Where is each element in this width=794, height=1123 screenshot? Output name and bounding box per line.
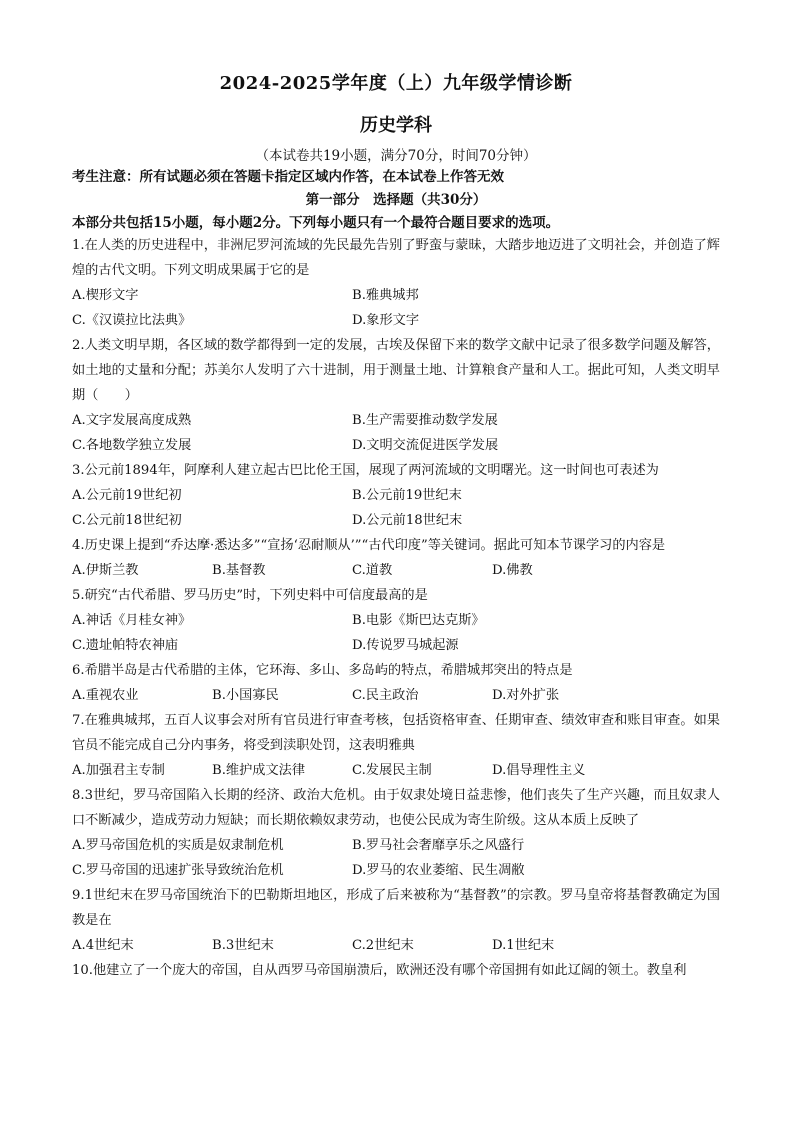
section-instruction: 本部分共包括15小题，每小题2分。下列每小题只有一个最符合题目要求的选项。 bbox=[72, 215, 560, 231]
option-a: A.4世纪末 bbox=[72, 938, 134, 953]
option-a: A.加强君主专制 bbox=[72, 763, 165, 778]
option-c: C.民主政治 bbox=[352, 688, 419, 703]
option-a: A.重视农业 bbox=[72, 688, 139, 703]
question-options bbox=[72, 283, 720, 333]
option-a: A.文字发展高度成熟 bbox=[72, 413, 192, 428]
option-c: C.道教 bbox=[352, 563, 393, 578]
option-c: C.发展民主制 bbox=[352, 763, 432, 778]
option-b: B.生产需要推动数学发展 bbox=[352, 413, 498, 428]
option-c: C.遗址帕特农神庙 bbox=[72, 638, 179, 653]
question-stem: 8.3世纪，罗马帝国陷入长期的经济、政治大危机。由于奴隶处境日益悲惨，他们丧失了生产兴趣，而且奴隶人口不断减少，造成劳动力短缺；而长期依赖奴隶劳动，也使公民成为寄生阶级。这从本质上反映了 bbox=[72, 788, 720, 828]
question-stem: 5.研究“古代希腊、罗马历史”时，下列史料中可信度最高的是 bbox=[72, 588, 428, 603]
option-d: D.罗马的农业萎缩、民生凋敝 bbox=[352, 863, 525, 878]
option-b: B.公元前19世纪末 bbox=[352, 488, 462, 503]
option-a: A.罗马帝国危机的实质是奴隶制危机 bbox=[72, 838, 284, 853]
option-b: B.电影《斯巴达克斯》 bbox=[352, 613, 485, 628]
exam-page bbox=[72, 60, 720, 983]
option-d: D.倡导理性主义 bbox=[492, 763, 586, 778]
option-d: D.公元前18世纪末 bbox=[352, 513, 463, 528]
question-options bbox=[72, 608, 720, 658]
option-b: B.基督教 bbox=[212, 563, 266, 578]
option-b: B.雅典城邦 bbox=[352, 288, 419, 303]
option-c: C.《汉谟拉比法典》 bbox=[72, 313, 192, 328]
caution-notice: 考生注意：所有试题必须在答题卡指定区域内作答，在本试卷上作答无效 bbox=[72, 169, 504, 185]
option-b: B.小国寡民 bbox=[212, 688, 279, 703]
option-c: C.2世纪末 bbox=[352, 938, 414, 953]
option-d: D.传说罗马城起源 bbox=[352, 638, 459, 653]
question-stem: 2.人类文明早期，各区域的数学都得到一定的发展，古埃及保留下来的数学文献中记录了很多数学问题及解答，如土地的丈量和分配；苏美尔人发明了六十进制，用于测量土地、计算粮食产量和人工。据此可知，人类文明早期（ ） bbox=[72, 338, 720, 403]
exam-note: （本试卷共19小题，满分70分，时间70分钟） bbox=[255, 148, 537, 164]
option-a: A.公元前19世纪初 bbox=[72, 488, 182, 503]
question-options bbox=[72, 933, 720, 958]
question-stem: 4.历史课上提到“乔达摩·悉达多”“宣扬‘忍耐顺从’”“古代印度”等关键词。据此可知本节课学习的内容是 bbox=[72, 538, 666, 553]
question-options bbox=[72, 408, 720, 458]
option-d: D.文明交流促进医学发展 bbox=[352, 438, 499, 453]
option-a: A.楔形文字 bbox=[72, 288, 139, 303]
option-d: D.对外扩张 bbox=[492, 688, 560, 703]
subject-title: 历史学科 bbox=[360, 115, 432, 136]
option-a: A.伊斯兰教 bbox=[72, 563, 139, 578]
question-stem: 6.希腊半岛是古代希腊的主体，它环海、多山、多岛屿的特点，希腊城邦突出的特点是 bbox=[72, 663, 573, 678]
question-stem: 1.在人类的历史进程中，非洲尼罗河流域的先民最先告别了野蛮与蒙昧，大踏步地迈进了文明社会，并创造了辉煌的古代文明。下列文明成果属于它的是 bbox=[72, 238, 720, 278]
question-options bbox=[72, 683, 720, 708]
question-options bbox=[72, 483, 720, 533]
option-a: A.神话《月桂女神》 bbox=[72, 613, 192, 628]
option-b: B.维护成文法律 bbox=[212, 763, 306, 778]
question-options bbox=[72, 833, 720, 883]
section-title: 第一部分 选择题（共30分） bbox=[305, 192, 487, 208]
option-d: D.象形文字 bbox=[352, 313, 420, 328]
question-stem: 9.1世纪末在罗马帝国统治下的巴勒斯坦地区，形成了后来被称为“基督教”的宗教。罗马皇帝将基督教确定为国教是在 bbox=[72, 888, 720, 928]
option-b: B.罗马社会奢靡享乐之风盛行 bbox=[352, 838, 525, 853]
option-c: C.公元前18世纪初 bbox=[72, 513, 182, 528]
option-d: D.佛教 bbox=[492, 563, 533, 578]
option-c: C.各地数学独立发展 bbox=[72, 438, 192, 453]
question-stem: 3.公元前1894年，阿摩利人建立起古巴比伦王国，展现了两河流域的文明曙光。这一时间也可表述为 bbox=[72, 463, 659, 478]
question-options bbox=[72, 558, 720, 583]
option-b: B.3世纪末 bbox=[212, 938, 274, 953]
option-d: D.1世纪末 bbox=[492, 938, 555, 953]
question-stem: 7.在雅典城邦，五百人议事会对所有官员进行审查考核，包括资格审查、任期审查、绩效审查和账目审查。如果官员不能完成自己分内事务，将受到渎职处罚，这表明雅典 bbox=[72, 713, 720, 753]
option-c: C.罗马帝国的迅速扩张导致统治危机 bbox=[72, 863, 284, 878]
question-stem: 10.他建立了一个庞大的帝国，自从西罗马帝国崩溃后，欧洲还没有哪个帝国拥有如此辽阔的领土。教皇利 bbox=[72, 963, 687, 978]
question-options bbox=[72, 758, 720, 783]
exam-title: 2024-2025学年度（上）九年级学情诊断 bbox=[219, 73, 573, 94]
